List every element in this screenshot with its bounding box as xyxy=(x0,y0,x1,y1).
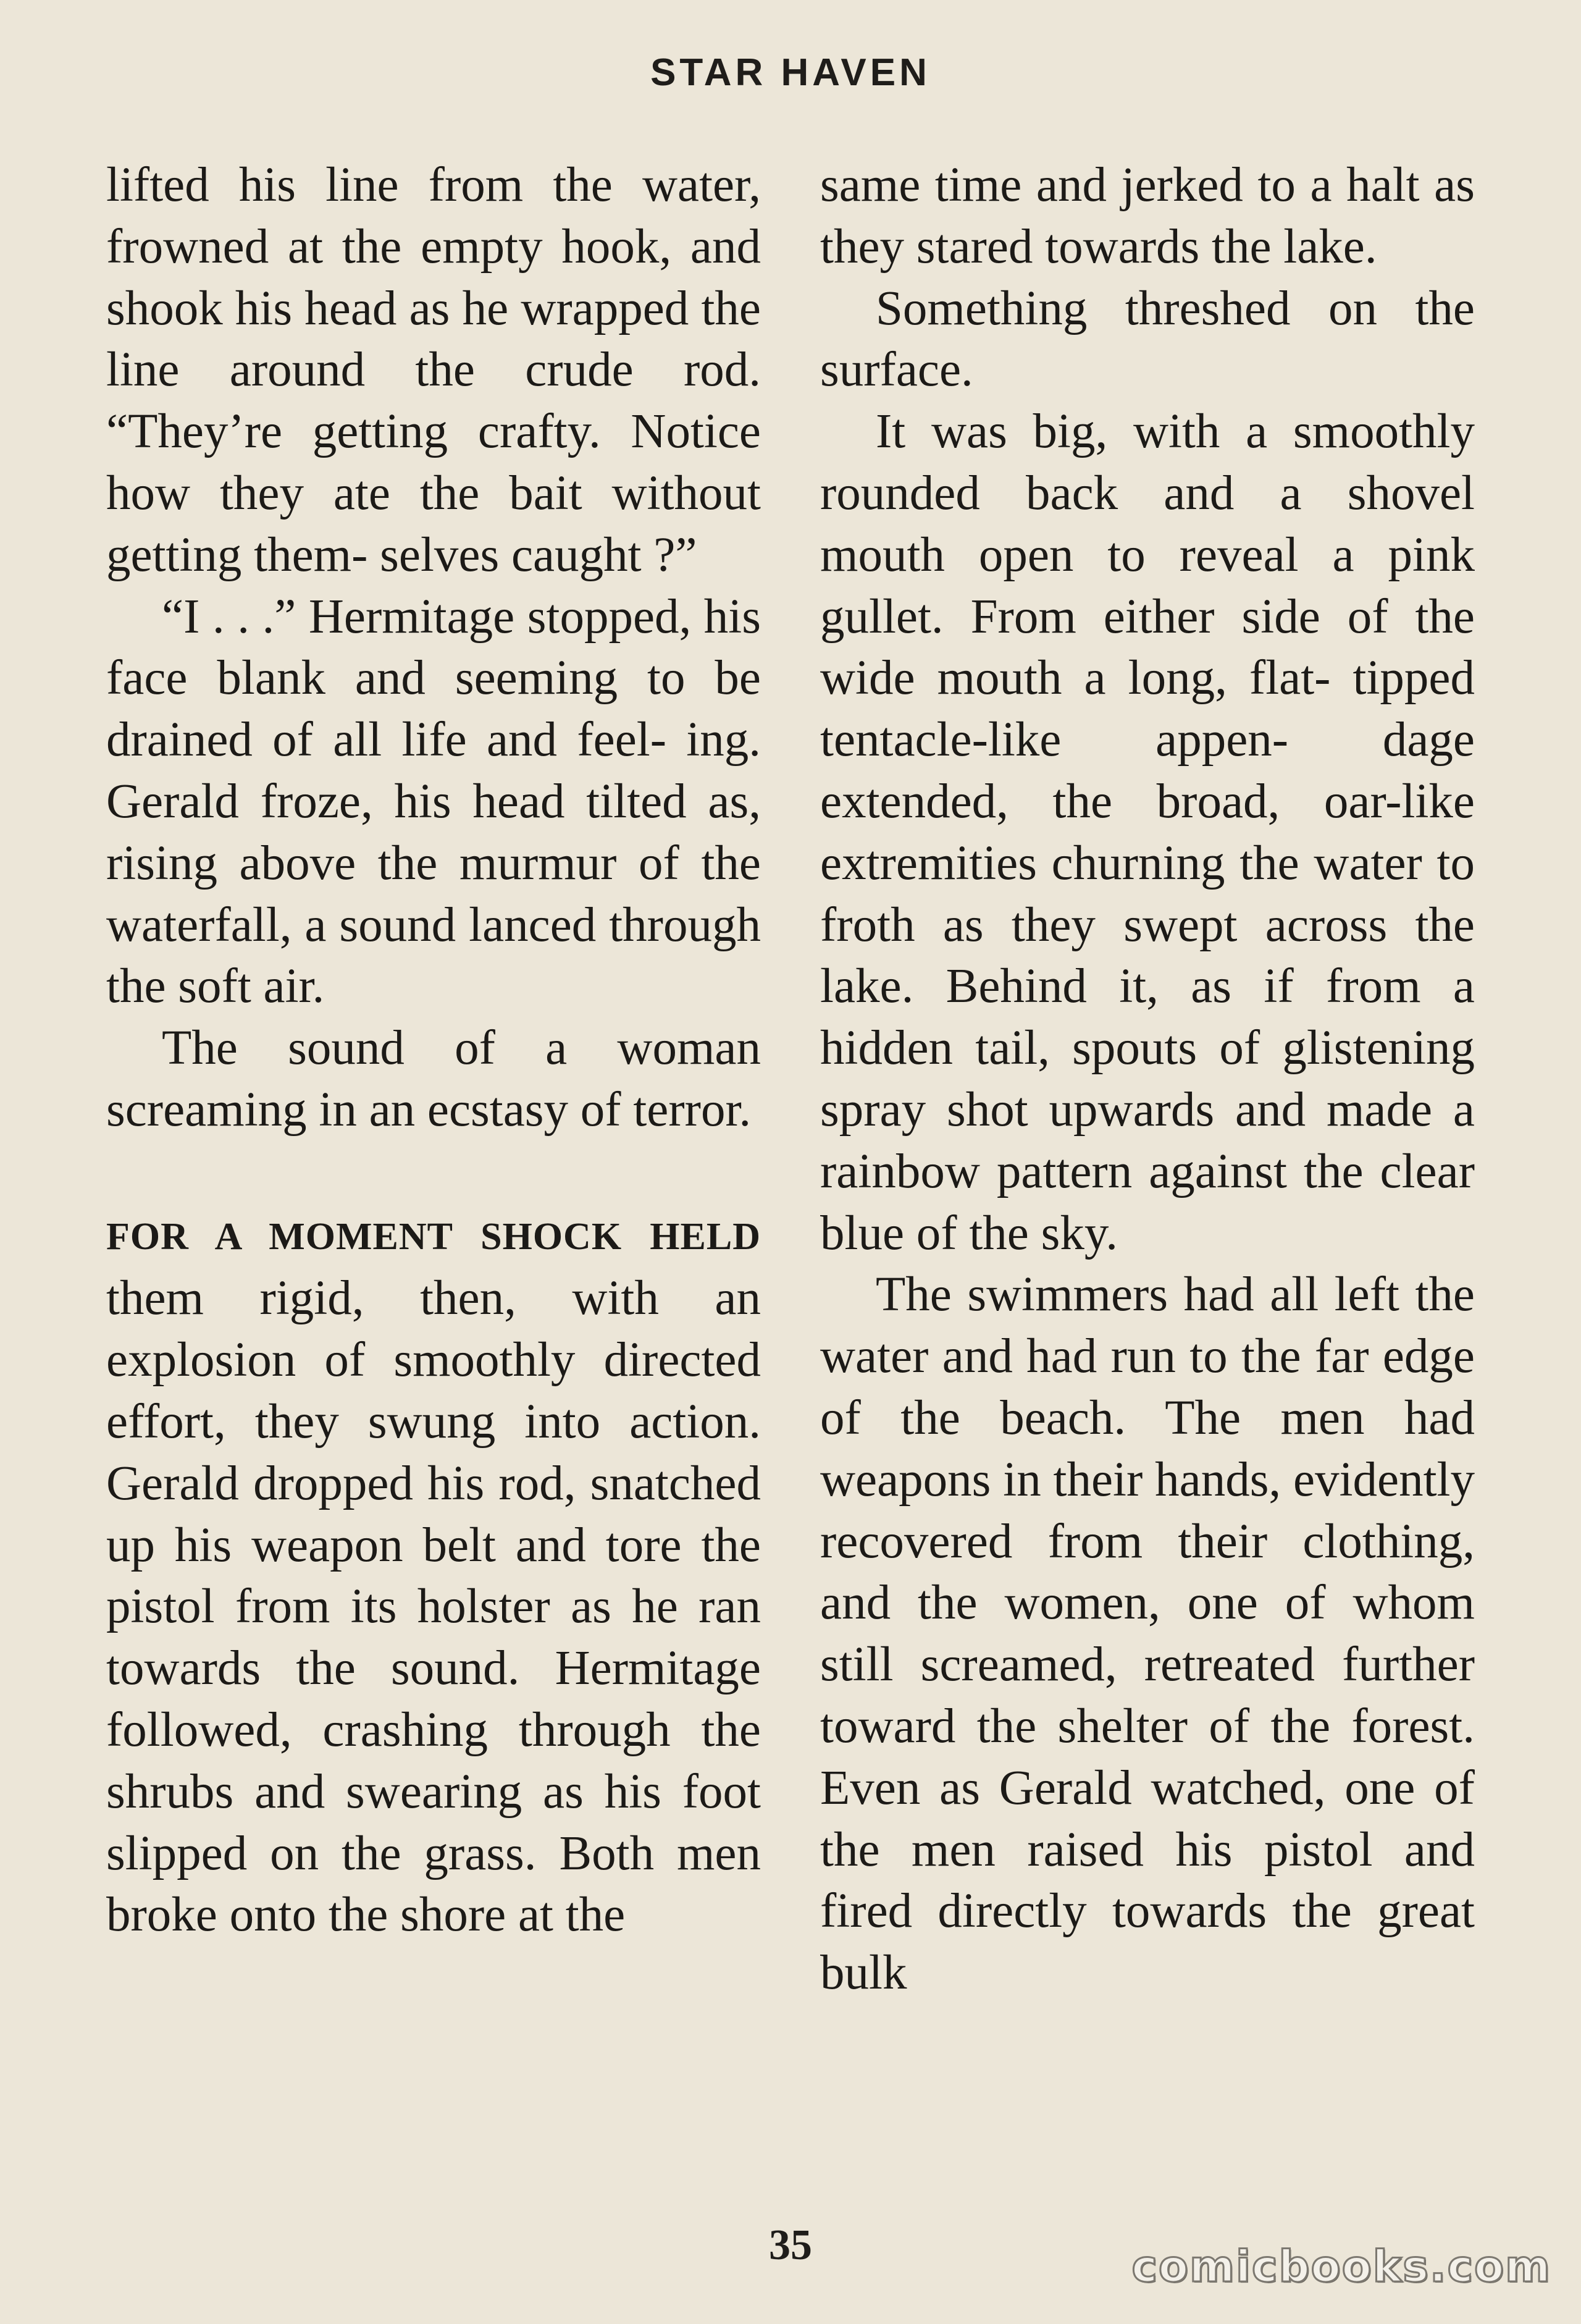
section-paragraph xyxy=(106,1203,761,1947)
paragraph-swimmers: The swimmers had all left the water and had run to the far edge of the beach. The men had weapons in their hands, evidently recovered from their clothing, and the women, one of whom still screamed, retreated further toward the shelter of the forest. Even as Gerald watched, one of the men raised his pistol and fired directly towards the great bulk xyxy=(820,1268,1475,2000)
left-column xyxy=(106,154,761,1946)
paragraph-continued: lifted his line from the water, frowned at the empty hook, and shook his head as he wrapped the line around the crude rod. “They’re getting crafty. Notice how they ate the bait without getting them- selves caught ?” xyxy=(106,158,761,582)
paragraph-creature-description: It was big, with a smoothly rounded back and a shovel mouth open to reveal a pink gullet. From either side of the wide mouth a long, flat- tipped tentacle-like appen- dage extended, the broad, oar-like extremities churning the water to froth as they swept across the lake. Behind it, as if from a hidden tail, spouts of glistening spray shot upwards and made a rainbow pattern against the clear blue of the sky. xyxy=(820,405,1475,1260)
paragraph-hermitage-stopped: “I . . .” Hermitage stopped, his face blank and seeming to be drained of all life and feel- ing. Gerald froze, his head tilted as, rising above the murmur of the waterfall, a sound lanced through the soft air. xyxy=(106,589,761,1014)
watermark: comicbooks.com xyxy=(1131,2241,1551,2292)
paragraph-continued-right: same time and jerked to a halt as they stared towards the lake. xyxy=(820,158,1475,274)
paragraph-something-threshed: Something threshed on the surface. xyxy=(820,281,1475,397)
paragraph-woman-screaming: The sound of a woman screaming in an ecstasy of terror. xyxy=(106,1021,761,1137)
right-column xyxy=(820,154,1475,2004)
page-number: 35 xyxy=(769,2221,812,2269)
running-title: STAR HAVEN xyxy=(650,51,931,94)
section-lead-in: FOR A MOMENT SHOCK HELD xyxy=(106,1215,761,1258)
section-paragraph-text: them rigid, then, with an explosion of smoothly directed effort, they swung into action. Gerald dropped his rod, snatched up his weapon belt and tore the pistol from its holster as he ran towards the sound. Hermitage followed, crashing through the shrubs and swearing as his foot slipped on the grass. Both men broke onto the shore at the xyxy=(106,1271,761,1942)
